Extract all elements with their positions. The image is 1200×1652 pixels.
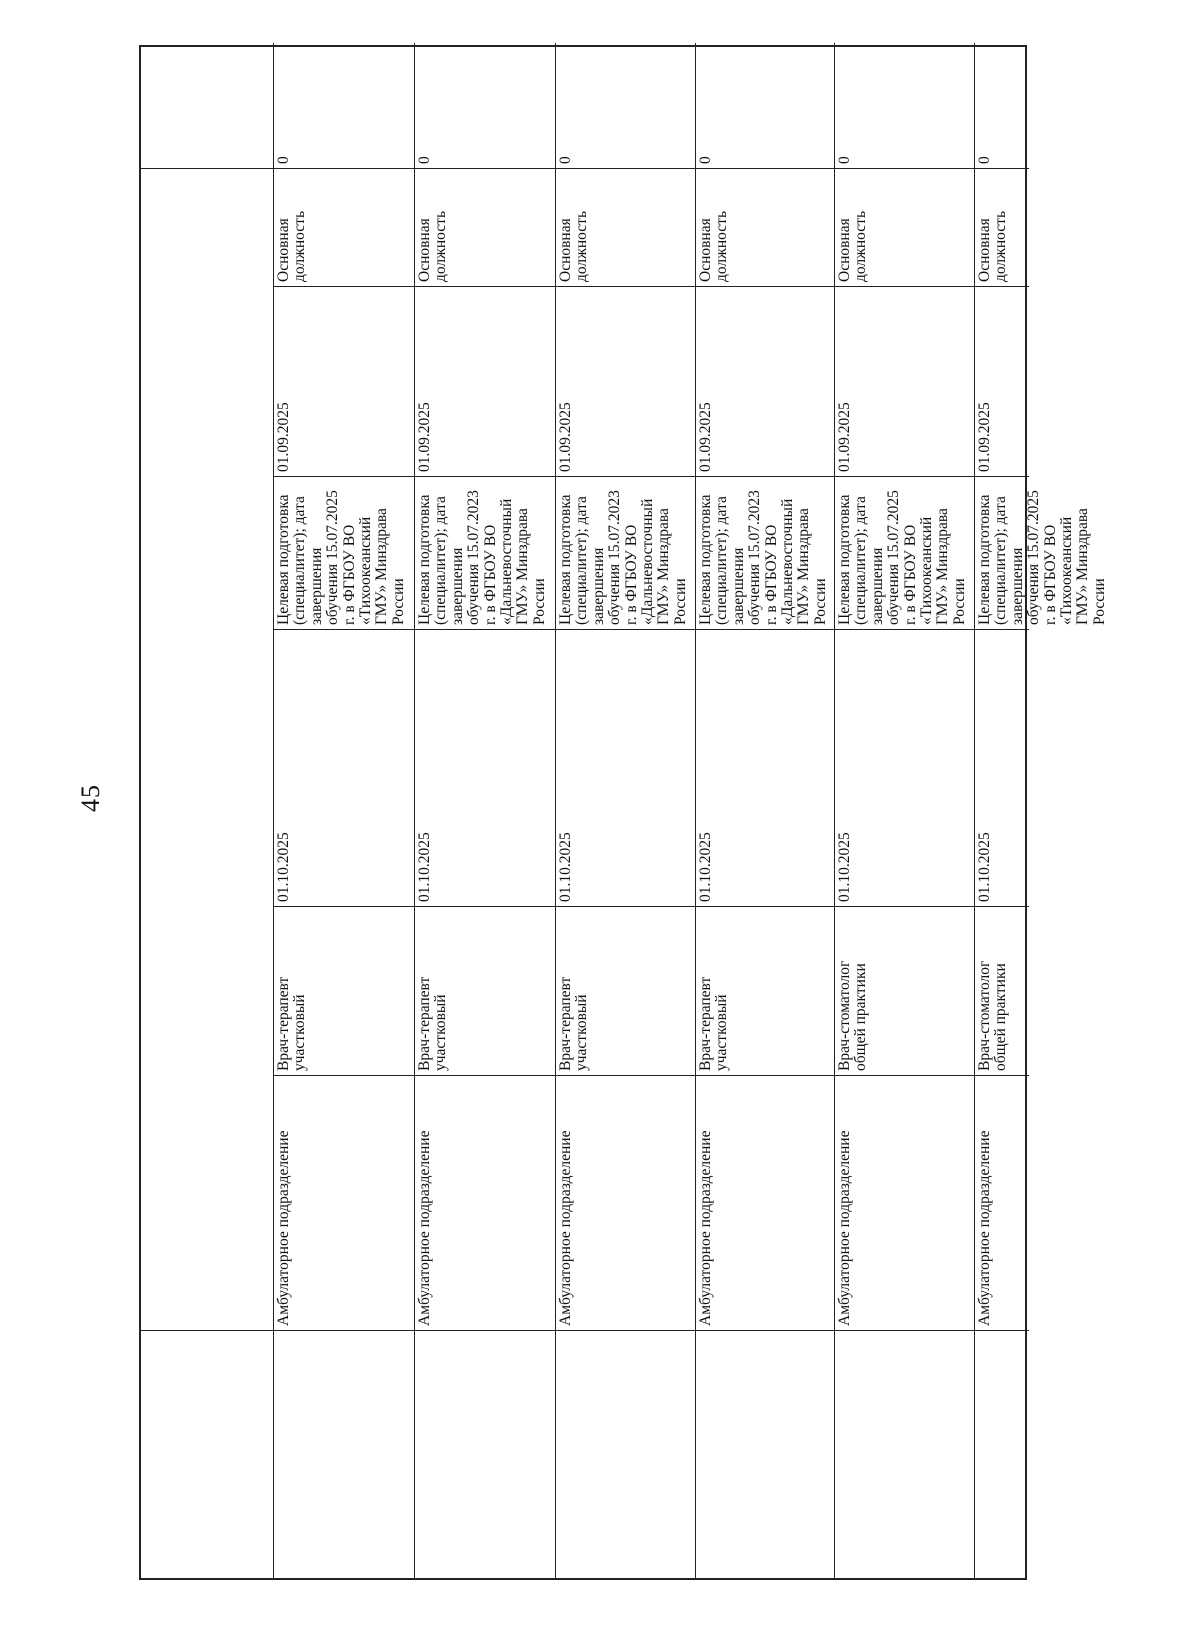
basis-cell: Целевая подготовка (специалитет); дата завершения обучения 15.07.2023 г. в ФГБОУ ВО «Дальневосточный ГМУ» Минздрава России (414, 477, 555, 630)
value-cell: 0 (555, 43, 695, 169)
basis-cell: Целевая подготовка (специалитет); дата завершения обучения 15.07.2025 г. в ФГБОУ ВО «Тихоокеанский ГМУ» Минздрава России (834, 477, 974, 630)
basis-cell: Целевая подготовка (специалитет); дата завершения обучения 15.07.2025 г. в ФГБОУ ВО «Тихоокеанский ГМУ» Минздрава России (974, 477, 1029, 630)
unit-cell: Амбулаторное подразделение (974, 1076, 1029, 1331)
blank-margin-cell (141, 169, 273, 1331)
end-date-cell: 01.09.2025 (273, 287, 414, 477)
value-cell: 0 (273, 43, 414, 169)
blank-left-cell (974, 1331, 1029, 1578)
position-cell: Врач-терапевт участковый (414, 907, 555, 1076)
blank-margin-cell (141, 1331, 273, 1578)
end-date-cell: 01.09.2025 (555, 287, 695, 477)
start-date-cell: 01.10.2025 (695, 630, 834, 907)
position-cell: Врач-терапевт участковый (695, 907, 834, 1076)
basis-cell: Целевая подготовка (специалитет); дата завершения обучения 15.07.2023 г. в ФГБОУ ВО «Дальневосточный ГМУ» Минздрава России (695, 477, 834, 630)
start-date-cell: 01.10.2025 (273, 630, 414, 907)
unit-cell: Амбулаторное подразделение (273, 1076, 414, 1331)
blank-left-cell (555, 1331, 695, 1578)
value-cell: 0 (414, 43, 555, 169)
end-date-cell: 01.09.2025 (414, 287, 555, 477)
position-type-cell: Основная должность (695, 169, 834, 287)
basis-cell: Целевая подготовка (специалитет); дата завершения обучения 15.07.2023 г. в ФГБОУ ВО «Дальневосточный ГМУ» Минздрава России (555, 477, 695, 630)
position-type-cell: Основная должность (555, 169, 695, 287)
value-cell: 0 (834, 43, 974, 169)
blank-margin-cell (141, 43, 273, 169)
end-date-cell: 01.09.2025 (974, 287, 1029, 477)
blank-left-cell (273, 1331, 414, 1578)
position-type-cell: Основная должность (974, 169, 1029, 287)
blank-left-cell (834, 1331, 974, 1578)
start-date-cell: 01.10.2025 (834, 630, 974, 907)
end-date-cell: 01.09.2025 (695, 287, 834, 477)
position-cell: Врач-терапевт участковый (555, 907, 695, 1076)
position-cell: Врач-терапевт участковый (273, 907, 414, 1076)
end-date-cell: 01.09.2025 (834, 287, 974, 477)
value-cell: 0 (695, 43, 834, 169)
position-type-cell: Основная должность (273, 169, 414, 287)
start-date-cell: 01.10.2025 (974, 630, 1029, 907)
value-cell: 0 (974, 43, 1029, 169)
position-type-cell: Основная должность (834, 169, 974, 287)
unit-cell: Амбулаторное подразделение (834, 1076, 974, 1331)
blank-left-cell (695, 1331, 834, 1578)
page-number: 45 (76, 784, 105, 812)
basis-cell: Целевая подготовка (специалитет); дата завершения обучения 15.07.2025 г. в ФГБОУ ВО «Тихоокеанский ГМУ» Минздрава России (273, 477, 414, 630)
unit-cell: Амбулаторное подразделение (555, 1076, 695, 1331)
position-cell: Врач-стоматолог общей практики (974, 907, 1029, 1076)
position-cell: Врач-стоматолог общей практики (834, 907, 974, 1076)
blank-left-cell (414, 1331, 555, 1578)
unit-cell: Амбулаторное подразделение (695, 1076, 834, 1331)
vacancy-table (139, 45, 1108, 1580)
start-date-cell: 01.10.2025 (555, 630, 695, 907)
unit-cell: Амбулаторное подразделение (414, 1076, 555, 1331)
start-date-cell: 01.10.2025 (414, 630, 555, 907)
position-type-cell: Основная должность (414, 169, 555, 287)
